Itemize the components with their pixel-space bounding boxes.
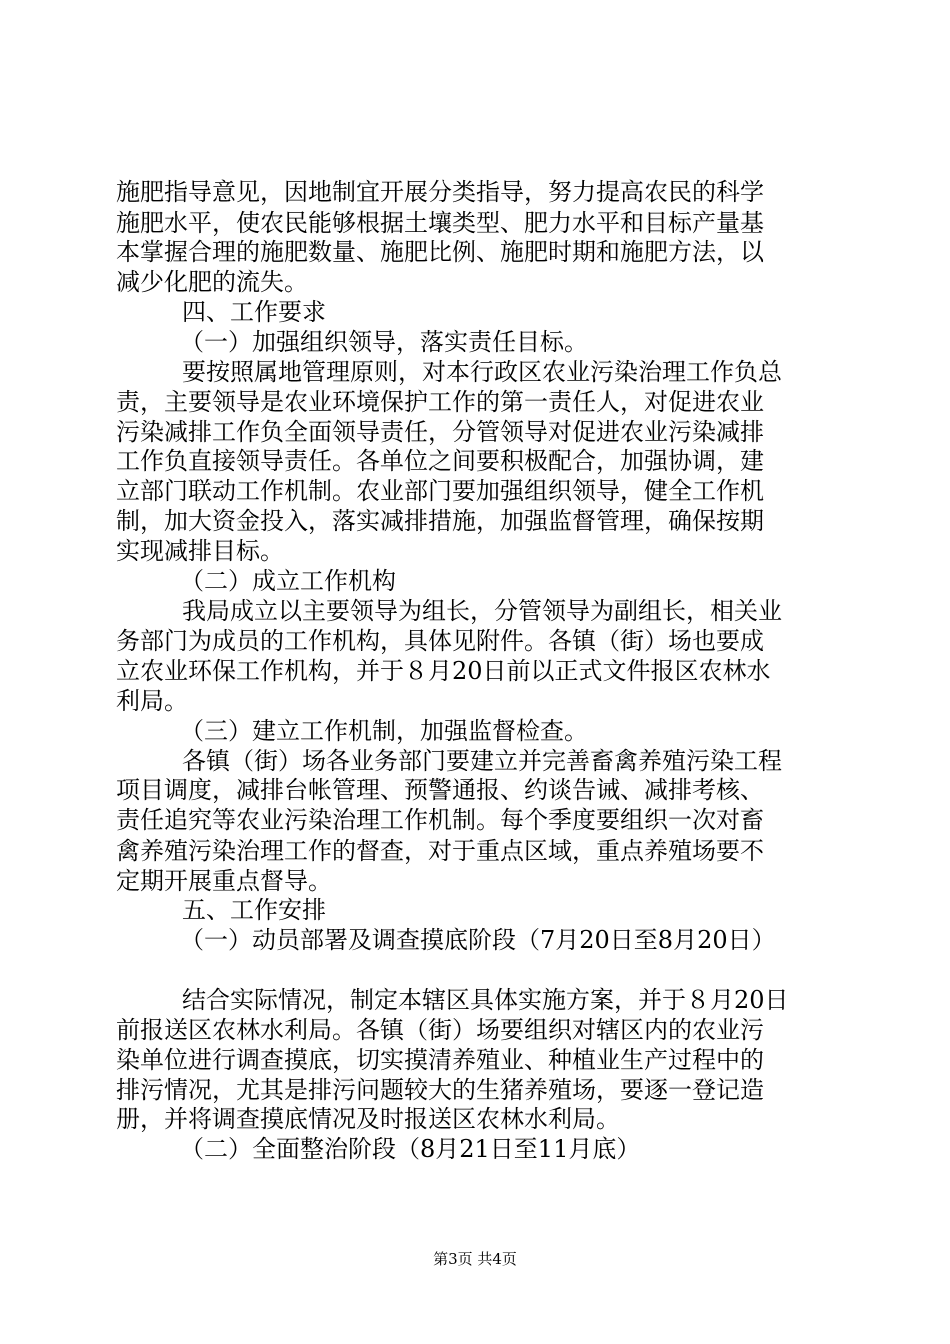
text-line: 前报送区农林水利局。各镇（街）场要组织对辖区内的农业污 <box>116 1016 764 1044</box>
subsection-heading: （一）动员部署及调查摸底阶段（7月20日至8月20日） <box>180 926 776 954</box>
text-line: 污染减排工作负全面领导责任，分管领导对促进农业污染减排 <box>116 418 764 446</box>
text-line: 务部门为成员的工作机构，具体见附件。各镇（街）场也要成 <box>116 627 764 655</box>
text-line: 结合实际情况，制定本辖区具体实施方案，并于８月20日 <box>182 986 789 1014</box>
text-line: 制，加大资金投入，落实减排措施，加强监督管理，确保按期 <box>116 507 764 535</box>
text-line: 各镇（街）场各业务部门要建立并完善畜禽养殖污染工程 <box>182 747 782 775</box>
text-line: 本掌握合理的施肥数量、施肥比例、施肥时期和施肥方法，以 <box>116 238 764 266</box>
text-line: 立农业环保工作机构，并于８月20日前以正式文件报区农林水 <box>116 657 771 685</box>
subsection-heading: （三）建立工作机制，加强监督检查。 <box>180 717 588 745</box>
text-line: 立部门联动工作机制。农业部门要加强组织领导，健全工作机 <box>116 477 764 505</box>
text-line: 要按照属地管理原则，对本行政区农业污染治理工作负总 <box>182 358 782 386</box>
text-line: 定期开展重点督导。 <box>116 867 332 895</box>
page-number-footer: 第3页 共4页 <box>433 1250 517 1268</box>
text-line: 责任追究等农业污染治理工作机制。每个季度要组织一次对畜 <box>116 806 764 834</box>
text-line: 我局成立以主要领导为组长，分管领导为副组长，相关业 <box>182 597 782 625</box>
section-heading: 五、工作安排 <box>182 896 326 924</box>
text-line: 责，主要领导是农业环境保护工作的第一责任人，对促进农业 <box>116 388 764 416</box>
text-line: 工作负直接领导责任。各单位之间要积极配合，加强协调，建 <box>116 447 764 475</box>
text-line: 排污情况，尤其是排污问题较大的生猪养殖场，要逐一登记造 <box>116 1076 764 1104</box>
text-line: 实现减排目标。 <box>116 537 284 565</box>
text-line: 禽养殖污染治理工作的督查，对于重点区域，重点养殖场要不 <box>116 837 764 865</box>
text-line: 染单位进行调查摸底，切实摸清养殖业、种植业生产过程中的 <box>116 1046 764 1074</box>
section-heading: 四、工作要求 <box>182 298 326 326</box>
text-line: 施肥指导意见，因地制宜开展分类指导，努力提高农民的科学 <box>116 178 764 206</box>
text-line: 利局。 <box>116 687 188 715</box>
subsection-heading: （二）全面整治阶段（8月21日至11月底） <box>180 1135 641 1163</box>
text-line: 项目调度，减排台帐管理、预警通报、约谈告诫、减排考核、 <box>116 776 764 804</box>
subsection-heading: （一）加强组织领导，落实责任目标。 <box>180 328 588 356</box>
text-line: 施肥水平，使农民能够根据土壤类型、肥力水平和目标产量基 <box>116 209 764 237</box>
subsection-heading: （二）成立工作机构 <box>180 567 396 595</box>
text-line: 减少化肥的流失。 <box>116 268 308 296</box>
text-line: 册，并将调查摸底情况及时报送区农林水利局。 <box>116 1105 620 1133</box>
